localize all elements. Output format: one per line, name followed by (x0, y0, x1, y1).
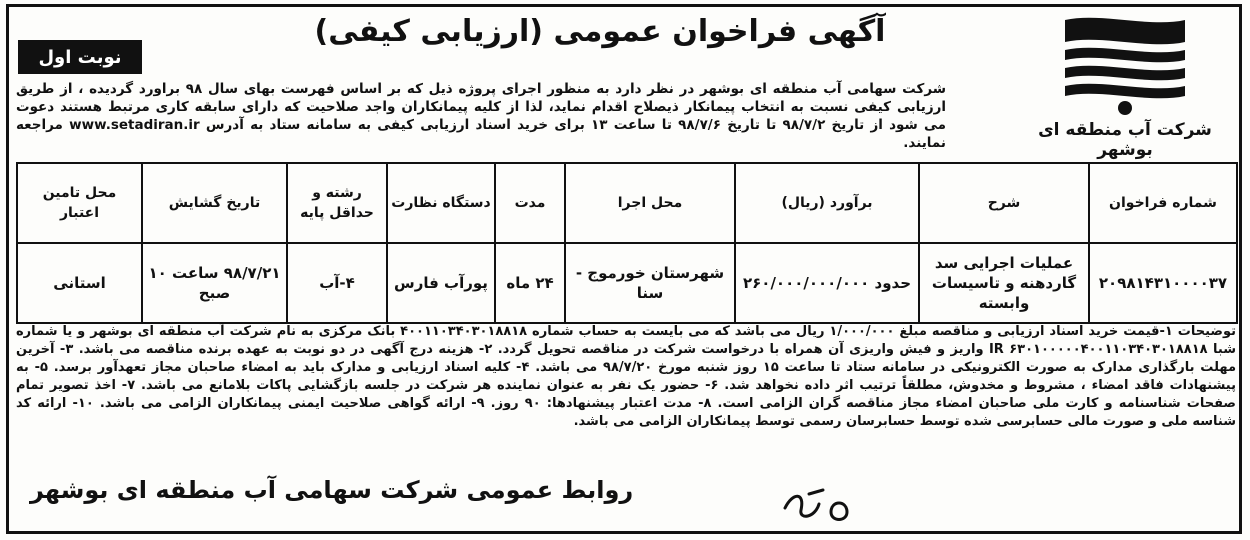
table-row (17, 243, 1237, 323)
header-cell-tender-number: شماره فراخوان (1089, 163, 1237, 243)
table-header-row (17, 163, 1237, 243)
company-name-caption: شرکت آب منطقه ای بوشهر (1038, 120, 1212, 160)
cell-opening-date: ۹۸/۷/۲۱ ساعت ۱۰ صبح (142, 243, 287, 323)
cell-description: عملیات اجرایی سد گاردهنه و تاسیسات وابسته (919, 243, 1089, 323)
cell-duration: ۲۴ ماه (495, 243, 565, 323)
header-cell-duration: مدت (495, 163, 565, 243)
cell-location: شهرستان خورموج - سنا (565, 243, 735, 323)
cell-supervisor: پورآب فارس (387, 243, 495, 323)
cell-tender-number: ۲۰۹۸۱۴۳۱۰۰۰۰۳۷ (1089, 243, 1237, 323)
footer-signature-line: روابط عمومی شرکت سهامی آب منطقه ای بوشهر (30, 476, 634, 504)
cell-funding: استانی (17, 243, 142, 323)
water-company-logo-icon (1060, 12, 1190, 117)
cell-grade: ۴-آب (287, 243, 387, 323)
header-cell-location: محل اجرا (565, 163, 735, 243)
cell-estimate: حدود ۲۶۰/۰۰۰/۰۰۰/۰۰۰ (735, 243, 919, 323)
handwritten-signature-icon (775, 480, 865, 530)
notes-paragraph: توضیحات ۱-قیمت خرید اسناد ارزیابی و مناقصه مبلغ ۱/۰۰۰/۰۰۰ ریال می باشد که می بایست به حساب شماره ۴۰۰۱۱۰۳۴۰۳۰۱۸۸۱۸ بانک مرکزی به نام شرکت آب منطقه ای بوشهر و یا شماره شبا IR ۶۳۰۱۰۰۰۰۰۴۰۰۱۱۰۳۴۰۳۰۱۸۸۱۸ واریز و فیش واریزی آن همراه با درخواست شرکت در مناقصه تحویل گردد. ۲- هزینه درج آگهی در دو نوبت به عهده برنده مناقصه می باشد. ۳- آخرین مهلت بارگذاری مدارک به صورت الکترونیکی در سامانه ستاد تا ساعت ۱۵ روز شنبه مورخ ۹۸/۷/۲۰ می باشد. ۴- کلیه اسناد ارزیابی و مدارک باید به امضاء صاحبان مجاز تعهدآور برسد. ۵- به پیشنهادات فاقد امضاء ، مشروط و مخدوش، مطلقاً ترتیب اثر داده نخواهد شد. ۶- حضور یک نفر به عنوان نماینده هر شرکت در جلسه بازگشایی پاکات بلامانع می باشد. ۷- اخذ تصویر تمام صفحات شناسنامه و کارت ملی صاحبان امضاء مجاز مناقصه گران الزامی است. ۸- مدت اعتبار پیشنهادها: ۹۰ روز. ۹- ارائه گواهی صلاحیت ایمنی پیمانکاران الزامی می باشد. ۱۰- ارائه کد شناسه ملی و صورت مالی حسابرسی شده توسط حسابرسان رسمی توسط پیمانکاران الزامی می باشد. (16, 324, 1237, 429)
header-cell-opening-date: تاریخ گشایش (142, 163, 287, 243)
header-cell-funding: محل تامین اعتبار (17, 163, 142, 243)
intro-paragraph: شرکت سهامی آب منطقه ای بوشهر در نظر دارد به منظور اجرای پروژه ذیل که بر اساس فهرست بهای سال ۹۸ براورد گردیده ، از طریق ارزیابی کیفی نسبت به انتخاب پیمانکار ذیصلاح اقدام نماید، لذا از کلیه پیمانکاران واجد صلاحیت که دارای سابقه کاری مرتبط هستند دعوت می شود از تاریخ ۹۸/۷/۲ تا تاریخ ۹۸/۷/۶ تا ساعت ۱۳ برای خرید اسناد ارزیابی کیفی به سامانه ستاد به آدرس www.setadiran.ir مراجعه نمایند. (16, 81, 946, 151)
tender-table (16, 162, 1238, 324)
round-badge: نوبت اول (18, 40, 142, 74)
header-cell-estimate: برآورد (ریال) (735, 163, 919, 243)
header-cell-description: شرح (919, 163, 1089, 243)
header-cell-supervisor: دستگاه نظارت (387, 163, 495, 243)
header-cell-grade: رشته و حداقل پایه (287, 163, 387, 243)
page-title: آگهی فراخوان عمومی (ارزیابی کیفی) (314, 14, 886, 49)
